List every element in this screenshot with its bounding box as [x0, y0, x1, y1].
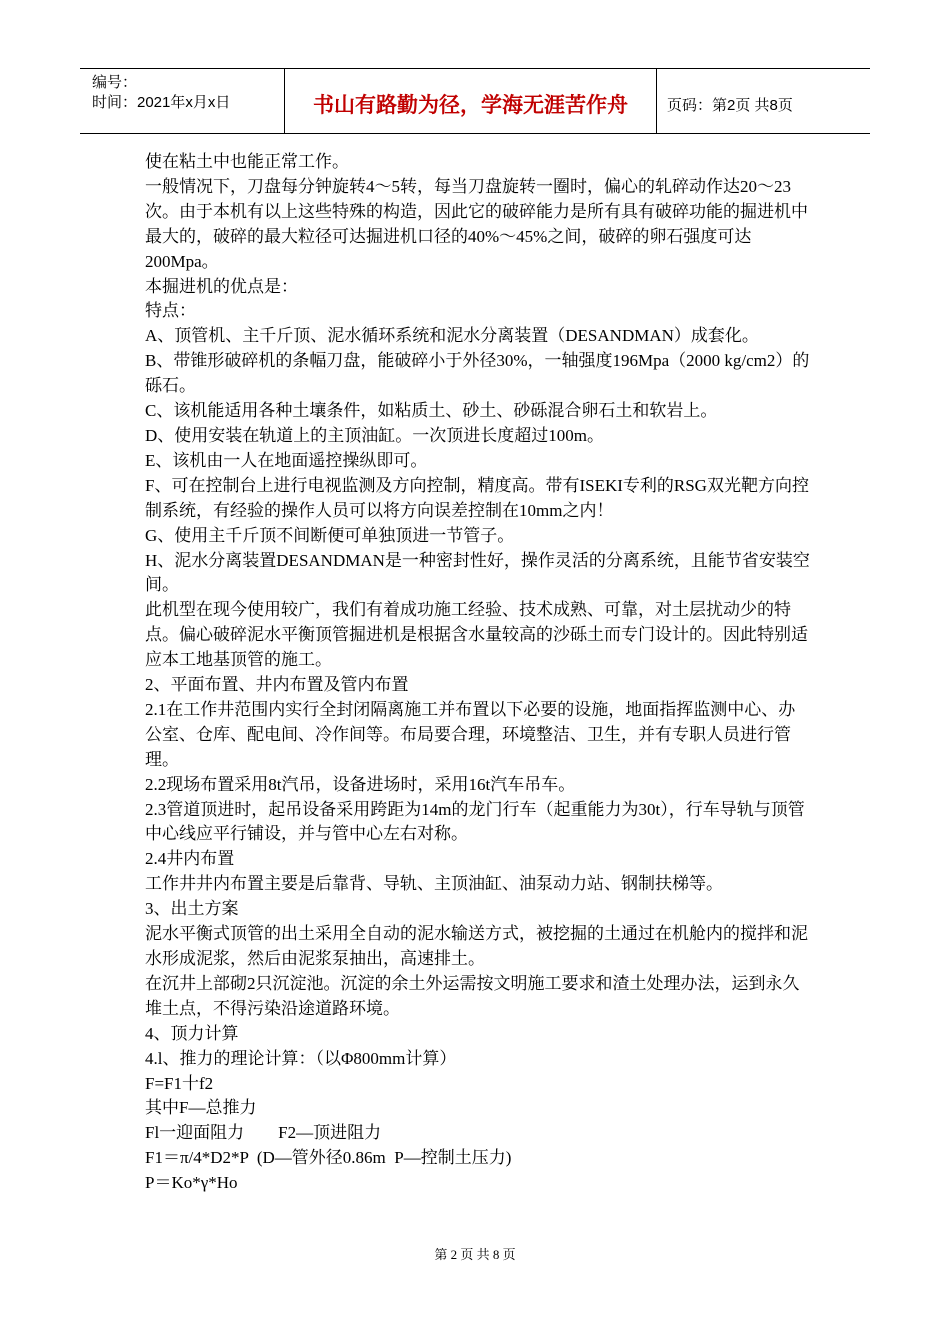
header-motto: 书山有路勤为径，学海无涯苦作舟 [285, 69, 657, 133]
page-header [80, 68, 870, 134]
paragraph: 本掘进机的优点是： [145, 276, 298, 296]
paragraph: 2.2现场布置采用8t汽吊，设备进场时，采用16t汽车吊车。 [145, 774, 576, 794]
paragraph: 工作井井内布置主要是后靠背、导轨、主顶油缸、油泵动力站、钢制扶梯等。 [145, 874, 723, 894]
formula-line: F1＝π/4*D2*P (D—管外径0.86m P—控制土压力) [145, 1148, 512, 1168]
header-page-info: 页码：第2页 共8页 [667, 96, 793, 114]
document-body [145, 150, 810, 1196]
formula-line: P＝Ko*γ*Ho [145, 1173, 238, 1193]
header-meta [80, 69, 285, 133]
formula-line: 其中F—总推力 [145, 1098, 257, 1118]
paragraph: 在沉井上部砌2只沉淀池。沉淀的余土外运需按文明施工要求和渣土处理办法，运到永久堆土点，不得污染沿途道路环境。 [145, 973, 800, 1018]
document-number-label: 编号： [92, 74, 138, 91]
paragraph: G、使用主千斤顶不间断便可单独顶进一节管子。 [145, 525, 515, 545]
paragraph: 2.3管道顶进时，起吊设备采用跨距为14m的龙门行车（起重能力为30t），行车导轨与顶管中心线应平行铺设，并与管中心左右对称。 [145, 799, 805, 844]
section-heading: 4、顶力计算 [145, 1023, 239, 1043]
formula-line: Fl一迎面阻力 F2—顶进阻力 [145, 1123, 382, 1143]
document-time-label: 时间：2021年x月x日 [92, 94, 231, 111]
paragraph: 4.l、推力的理论计算：（以Φ800mm计算） [145, 1048, 457, 1068]
section-heading: 3、出土方案 [145, 899, 239, 919]
paragraph: 特点： [145, 301, 196, 321]
subsection-heading: 2.4井内布置 [145, 849, 235, 869]
paragraph: E、该机由一人在地面遥控操纵即可。 [145, 450, 428, 470]
formula-line: F=F1十f2 [145, 1073, 214, 1093]
paragraph: A、顶管机、主千斤顶、泥水循环系统和泥水分离装置（DESANDMAN）成套化。 [145, 326, 759, 346]
paragraph: C、该机能适用各种土壤条件，如粘质土、砂土、砂砾混合卵石土和软岩上。 [145, 401, 718, 421]
paragraph: 此机型在现今使用较广，我们有着成功施工经验、技术成熟、可靠，对土层扰动少的特点。偏心破碎泥水平衡顶管掘进机是根据含水量较高的沙砾土而专门设计的。因此特别适应本工地基顶管的施工。 [145, 600, 808, 670]
paragraph: F、可在控制台上进行电视监测及方向控制，精度高。带有ISEKI专利的RSG双光靶方向控制系统，有经验的操作人员可以将方向误差控制在10mm之内！ [145, 475, 809, 520]
section-heading: 2、平面布置、井内布置及管内布置 [145, 675, 409, 695]
paragraph: D、使用安装在轨道上的主顶油缸。一次顶进长度超过100m。 [145, 425, 604, 445]
paragraph: 泥水平衡式顶管的出土采用全自动的泥水输送方式，被挖掘的土通过在机舱内的搅拌和泥水形成泥浆，然后由泥浆泵抽出，高速排土。 [145, 924, 808, 968]
paragraph: 一般情况下，刀盘每分钟旋转4～5转，每当刀盘旋转一圈时，偏心的轧碎动作达20～23次。由于本机有以上这些特殊的构造，因此它的破碎能力是所有具有破碎功能的掘进机中最大的，破碎的最大粒径可达掘进机口径的40%～45%之间，破碎的卵石强度可达200Mpa。 [145, 176, 808, 271]
paragraph: 2.1在工作井范围内实行全封闭隔离施工并布置以下必要的设施，地面指挥监测中心、办公室、仓库、配电间、冷作间等。布局要合理，环境整洁、卫生，并有专职人员进行管理。 [145, 699, 796, 769]
paragraph: H、泥水分离装置DESANDMAN是一种密封性好，操作灵活的分离系统，且能节省安装空间。 [145, 550, 810, 595]
page-footer: 第 2 页 共 8 页 [434, 1247, 516, 1262]
paragraph: 使在粘土中也能正常工作。 [145, 152, 349, 171]
paragraph: B、带锥形破碎机的条幅刀盘，能破碎小于外径30%，一轴强度196Mpa（2000 kg/cm2）的砾石。 [145, 351, 810, 396]
